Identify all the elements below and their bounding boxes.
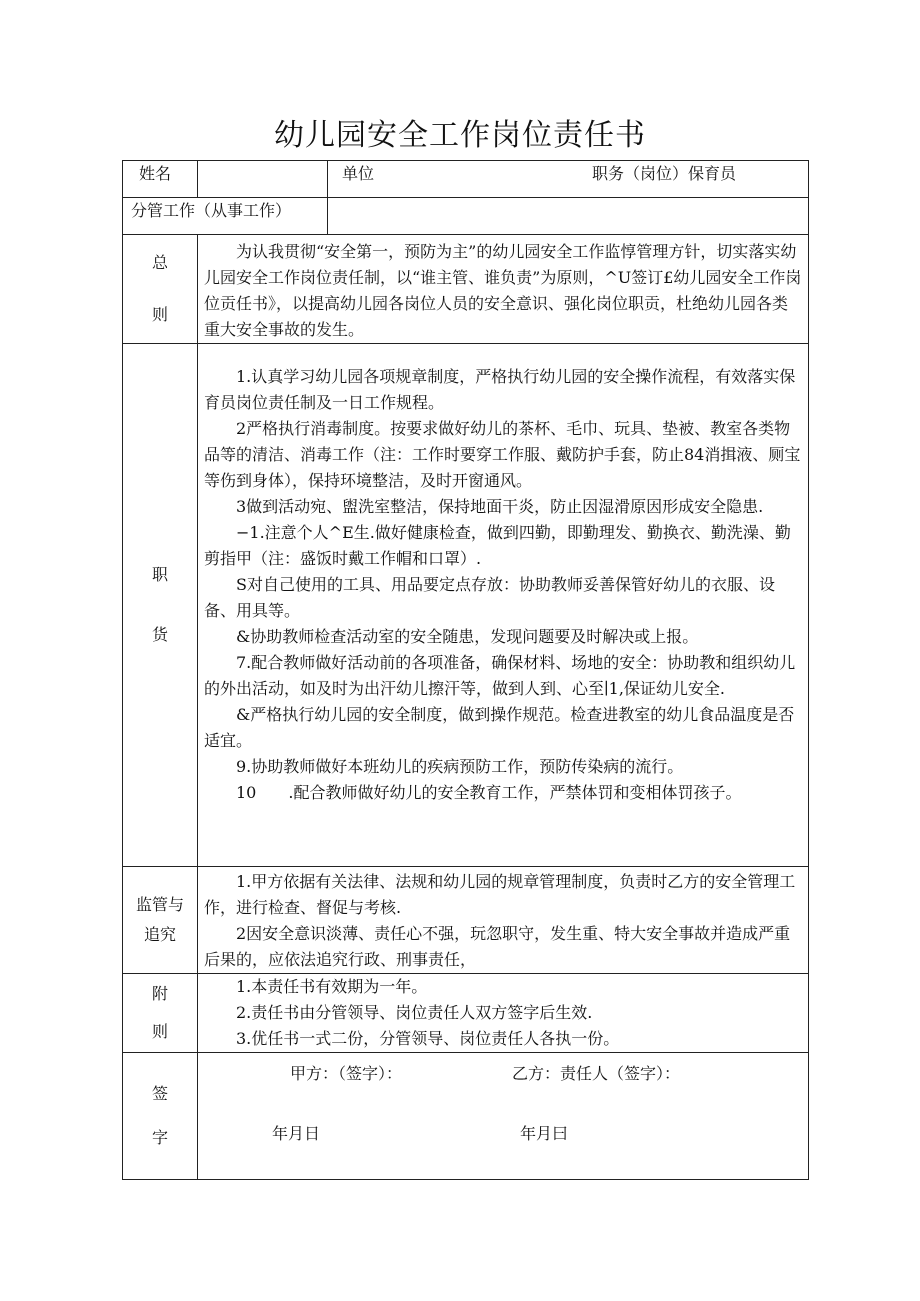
- duty-item: 7.配合教师做好活动前的各项准备，确保材料、场地的安全：协助教和组织幼儿的外出活动，如及时为出汗幼儿擦汗等，做到人到、心至∣1,保证幼儿安全.: [204, 653, 796, 698]
- supervision-label-1: 监管与: [135, 895, 184, 914]
- document-title: 幼儿园安全工作岗位责任书: [274, 118, 646, 153]
- supervision-item: 2因安全意识淡薄、责任心不强，玩忽职守，发生重、特大安全事故并造成严重后果的，应依法追究行政、刑事责任，: [204, 924, 791, 969]
- general-text-cell: [198, 235, 809, 344]
- position-label: 职务（岗位）保育员: [592, 164, 737, 183]
- appendix-item: 3.优任书一式二份，分管领导、岗位责任人各执一份。: [236, 1029, 620, 1048]
- appendix-item: 1.本责任书有效期为一年。: [236, 977, 428, 996]
- supervision-item: 1.甲方依据有关法律、法规和幼儿园的规章管理制度，负责时乙方的安全管理工作，进行检查、督促与考核.: [204, 872, 796, 917]
- signature-row: [123, 1053, 809, 1180]
- supervision-label-2: 追究: [143, 925, 176, 944]
- duties-row: [123, 344, 809, 867]
- general-text: 为认我贯彻“安全第一，预防为主”的幼儿园安全工作监惇管理方针，切实落实幼儿园安全工作岗位责任制，以“谁主管、谁负责”为原则，^U签订£幼儿园安全工作岗位贡任书》，以提高幼儿园各岗位人员的安全意识、强化岗位职贡，杜绝幼儿园各类重大安全事故的发生。: [204, 242, 802, 339]
- duties-label-2: 货: [151, 625, 168, 644]
- duty-item: &协助教师检查活动室的安全随患，发现问题要及时解决或上报。: [236, 627, 699, 646]
- unit-label: 单位: [342, 164, 375, 183]
- division-label: 分管工作（从事工作）: [131, 201, 292, 220]
- unit-position-cell: [328, 161, 809, 198]
- responsibility-form-table: [122, 160, 809, 1180]
- party-a-date[interactable]: 年月日: [272, 1124, 321, 1143]
- duty-item: −1.注意个人^E生.做好健康检查，做到四勤，即勤理发、勤换衣、勤洗澡、勤剪指甲（注：盛饭时戴工作帽和口罩）.: [204, 523, 791, 568]
- duty-item: S对自己使用的工具、用品要定点存放：协助教师妥善保管好幼儿的衣服、设备、用具等。: [204, 575, 775, 620]
- appendix-label-2: 则: [151, 1022, 168, 1041]
- duty-item: 1.认真学习幼儿园各项规章制度，严格执行幼儿园的安全操作流程，有效落实保育员岗位责任制及一日工作规程。: [204, 367, 796, 412]
- supervision-row: [123, 867, 809, 974]
- signature-label-cell: [123, 1053, 198, 1180]
- name-label: 姓名: [139, 164, 172, 183]
- party-a-signature[interactable]: 甲方：（签字）：: [290, 1064, 403, 1083]
- duty-item: 2严格执行消毒制度。按要求做好幼儿的茶杯、毛巾、玩具、垫被、教室各类物品等的清洁、消毒工作（注：工作时要穿工作服、戴防护手套，防止84消揖液、厕宝等伤到身体），保持环境整洁，及时开窗通风。: [204, 419, 801, 490]
- duties-text-cell: [198, 344, 809, 867]
- duties-label-cell: [123, 344, 198, 867]
- division-row: [123, 198, 809, 235]
- duty-item: 10 .配合教师做好幼儿的安全教育工作，严禁体罚和变相体罚孩子。: [236, 783, 742, 802]
- duty-item: 9.协助教师做好本班幼儿的疾病预防工作，预防传染病的流行。: [236, 757, 684, 776]
- party-b-signature[interactable]: 乙方：责任人（签字）：: [512, 1064, 681, 1083]
- appendix-text-cell: [198, 974, 809, 1053]
- signature-content-cell: [198, 1053, 809, 1180]
- duty-item: 3做到活动宛、盥洗室整洁，保持地面干炎，防止因湿滑原因形成安全隐患.: [236, 497, 764, 516]
- supervision-label-cell: [123, 867, 198, 974]
- name-value-cell[interactable]: [198, 161, 328, 198]
- signature-label-1: 签: [151, 1084, 168, 1103]
- general-row: [123, 235, 809, 344]
- appendix-item: 2.责任书由分管领导、岗位责任人双方签字后生效.: [236, 1003, 593, 1022]
- general-label-1: 总: [151, 253, 168, 272]
- general-label-cell: [123, 235, 198, 344]
- division-label-cell: [123, 198, 328, 235]
- general-label-2: 则: [151, 305, 168, 324]
- duty-item: &严格执行幼儿园的安全制度，做到操作规范。检查进教室的幼儿食品温度是否适宜。: [204, 705, 795, 750]
- duties-label-1: 职: [151, 565, 168, 584]
- appendix-label-1: 附: [151, 984, 168, 1003]
- header-row: [123, 161, 809, 198]
- appendix-row: [123, 974, 809, 1053]
- name-label-cell: [123, 161, 198, 198]
- party-b-date[interactable]: 年月曰: [520, 1124, 569, 1143]
- supervision-text-cell: [198, 867, 809, 974]
- signature-label-2: 字: [151, 1128, 168, 1147]
- division-value-cell[interactable]: [328, 198, 809, 235]
- appendix-label-cell: [123, 974, 198, 1053]
